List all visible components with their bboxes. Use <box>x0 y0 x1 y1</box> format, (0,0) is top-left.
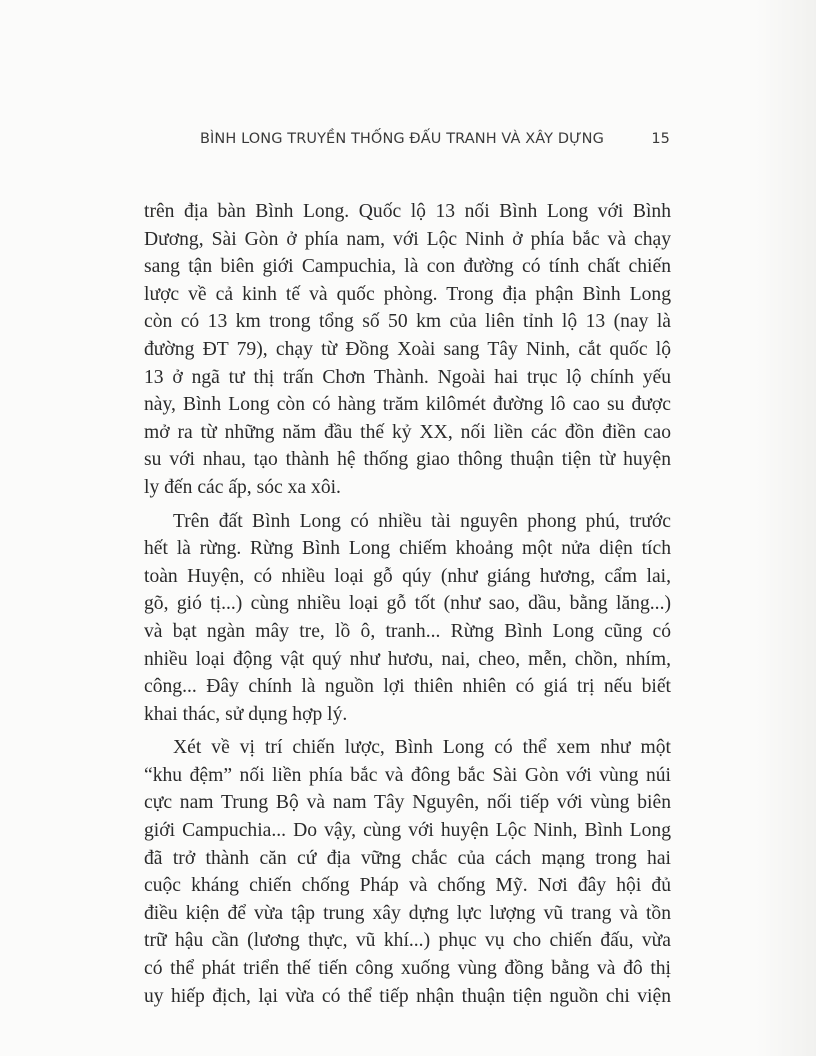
paragraph <box>144 508 671 729</box>
text-line: sang tận biên giới Campuchia, là con đường có tính chất chiến <box>144 256 671 278</box>
text-line: công... Đây chính là nguồn lợi thiên nhiên có giá trị nếu biết <box>144 676 671 698</box>
text-line: có thể phát triển thế tiến công xuống vùng đồng bằng và đô thị <box>144 958 671 980</box>
text-line: ly đến các ấp, sóc xa xôi. <box>144 476 341 498</box>
text-line: gõ, gió tị...) cùng nhiều loại gỗ tốt (như sao, dầu, bằng lăng...) <box>144 593 671 615</box>
text-line: mở ra từ những năm đầu thế kỷ XX, nối liền các đồn điền cao <box>144 421 671 443</box>
text-line: toàn Huyện, có nhiều loại gỗ qúy (như giáng hương, cẩm lai, <box>144 565 671 587</box>
page-number: 15 <box>651 131 670 147</box>
text-line: su với nhau, tạo thành hệ thống giao thông thuận tiện từ huyện <box>144 449 671 471</box>
text-line: khai thác, sử dụng hợp lý. <box>144 703 348 725</box>
body-text <box>144 198 671 1016</box>
text-line: trên địa bàn Bình Long. Quốc lộ 13 nối Bình Long với Bình <box>144 201 671 222</box>
text-line: cực nam Trung Bộ và nam Tây Nguyên, nối tiếp với vùng biên <box>144 792 671 814</box>
text-line: đường ĐT 79), chạy từ Đồng Xoài sang Tây Ninh, cắt quốc lộ <box>144 338 671 360</box>
text-line: còn có 13 km trong tổng số 50 km của liên tỉnh lộ 13 (nay là <box>144 311 671 333</box>
text-line: “khu đệm” nối liền phía bắc và đông bắc Sài Gòn với vùng núi <box>144 764 671 786</box>
text-line: lược về cả kinh tế và quốc phòng. Trong địa phận Bình Long <box>144 283 671 305</box>
page-edge-shadow <box>756 0 816 1056</box>
text-line: trữ hậu cần (lương thực, vũ khí...) phục vụ cho chiến đấu, vừa <box>144 930 671 952</box>
text-line: nhiều loại động vật quý như hươu, nai, cheo, mễn, chồn, nhím, <box>144 648 671 670</box>
text-line: và bạt ngàn mây tre, lồ ô, tranh... Rừng Bình Long cũng có <box>144 620 671 642</box>
text-line: Xét về vị trí chiến lược, Bình Long có thể xem như một <box>173 737 671 759</box>
paragraph <box>144 198 671 502</box>
running-header-title: BÌNH LONG TRUYỀN THỐNG ĐẤU TRANH VÀ XÂY DỰNG <box>200 131 604 147</box>
text-line: này, Bình Long còn có hàng trăm kilômét đường lô cao su được <box>144 394 671 416</box>
text-line: đã trở thành căn cứ địa vững chắc của cách mạng trong hai <box>144 847 671 869</box>
text-line: Dương, Sài Gòn ở phía nam, với Lộc Ninh ở phía bắc và chạy <box>144 228 671 250</box>
text-line: 13 ở ngã tư thị trấn Chơn Thành. Ngoài hai trục lộ chính yếu <box>144 366 671 388</box>
text-line: điều kiện để vừa tập trung xây dựng lực lượng vũ trang và tồn <box>144 902 671 924</box>
text-line: hết là rừng. Rừng Bình Long chiếm khoảng một nửa diện tích <box>144 538 671 560</box>
text-line: uy hiếp địch, lại vừa có thể tiếp nhận thuận tiện nguồn chi viện <box>144 985 671 1007</box>
text-line: cuộc kháng chiến chống Pháp và chống Mỹ. Nơi đây hội đủ <box>144 875 671 897</box>
text-line: Trên đất Bình Long có nhiều tài nguyên phong phú, trước <box>173 510 671 532</box>
paragraph <box>144 734 671 1010</box>
text-line: giới Campuchia... Do vậy, cùng với huyện Lộc Ninh, Bình Long <box>144 820 671 842</box>
